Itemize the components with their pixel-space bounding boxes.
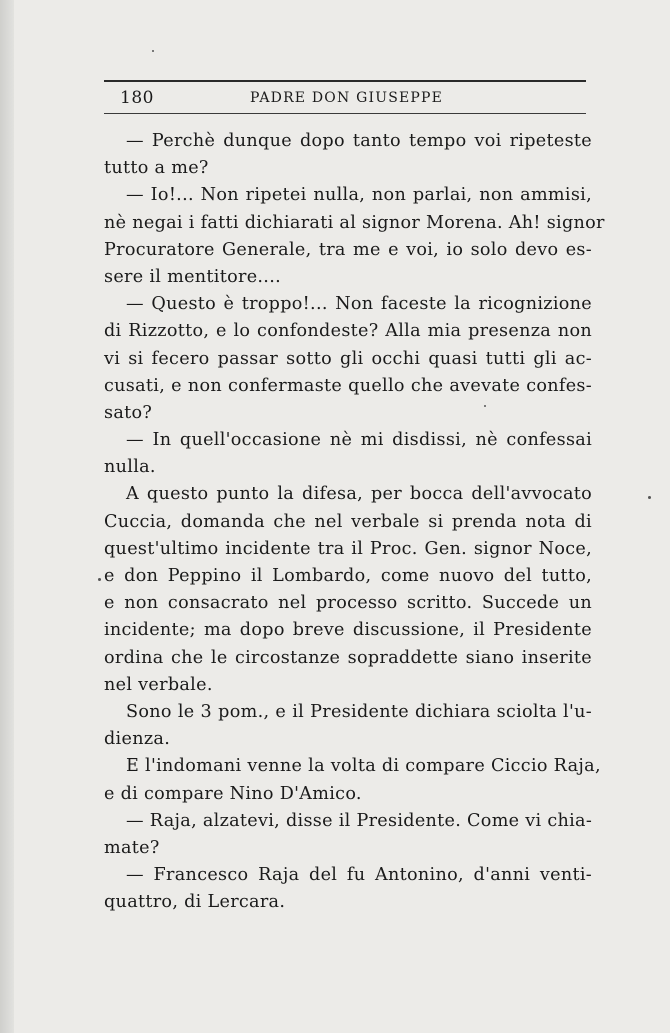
text-line: — Questo è troppo!... Non faceste la ricognizione [126,294,592,315]
text-line: incidente; ma dopo breve discussione, il Presidente [104,620,592,641]
text-line: — In quell'occasione nè mi disdissi, nè confessai [126,430,592,451]
text-line: — Raja, alzatevi, disse il Presidente. Come vi chia- [126,810,593,831]
text-line: ordina che le circostanze sopraddette siano inserite [104,647,592,668]
text-line: e non consacrato nel processo scritto. Succede un [104,593,592,614]
text-line: quest'ultimo incidente tra il Proc. Gen. signor Noce, [104,538,592,559]
text-line: nulla. [104,457,156,478]
paper-speck [98,578,101,581]
running-title: PADRE DON GIUSEPPE [250,90,444,106]
text-line: sere il mentitore.... [104,266,281,287]
text-line: cusati, e non confermaste quello che avevate confes- [104,375,592,396]
text-line: — Perchè dunque dopo tanto tempo voi ripeteste [126,131,592,151]
paper-speck [648,496,651,499]
text-line: Procuratore Generale, tra me e voi, io solo devo es- [104,239,592,260]
text-line: di Rizzotto, e lo confondeste? Alla mia presenza non [104,321,592,342]
header-rule-bottom [104,113,586,114]
text-line: mate? [104,837,160,858]
paper-speck [152,50,154,52]
page-edge-shadow [0,0,14,1033]
text-line: Sono le 3 pom., e il Presidente dichiara sciolta l'u- [126,701,592,722]
text-line: tutto a me? [104,158,209,179]
text-line: Cuccia, domanda che nel verbale si prenda nota di [104,511,592,532]
running-header [104,80,586,120]
header-rule-top [104,80,586,82]
text-line: nel verbale. [104,674,213,695]
body-text [104,128,605,916]
text-line: — Francesco Raja del fu Antonino, d'anni venti- [126,865,592,886]
text-line: e don Peppino il Lombardo, come nuovo del tutto, [104,566,592,586]
text-line: nè negai i fatti dichiarati al signor Morena. Ah! signor [104,212,605,233]
text-line: E l'indomani venne la volta di compare Ciccio Raja, [126,756,601,777]
text-line: vi si fecero passar sotto gli occhi quasi tutti gli ac- [104,348,592,369]
text-line: sato? [104,402,153,423]
page-number: 180 [120,88,154,108]
paper-speck [484,405,486,407]
text-line: quattro, di Lercara. [104,892,286,913]
text-line: dienza. [104,729,171,750]
text-line: — Io!... Non ripetei nulla, non parlai, non ammisi, [126,185,592,206]
text-line: A questo punto la difesa, per bocca dell'avvocato [126,484,592,505]
text-line: e di compare Nino D'Amico. [104,783,362,804]
